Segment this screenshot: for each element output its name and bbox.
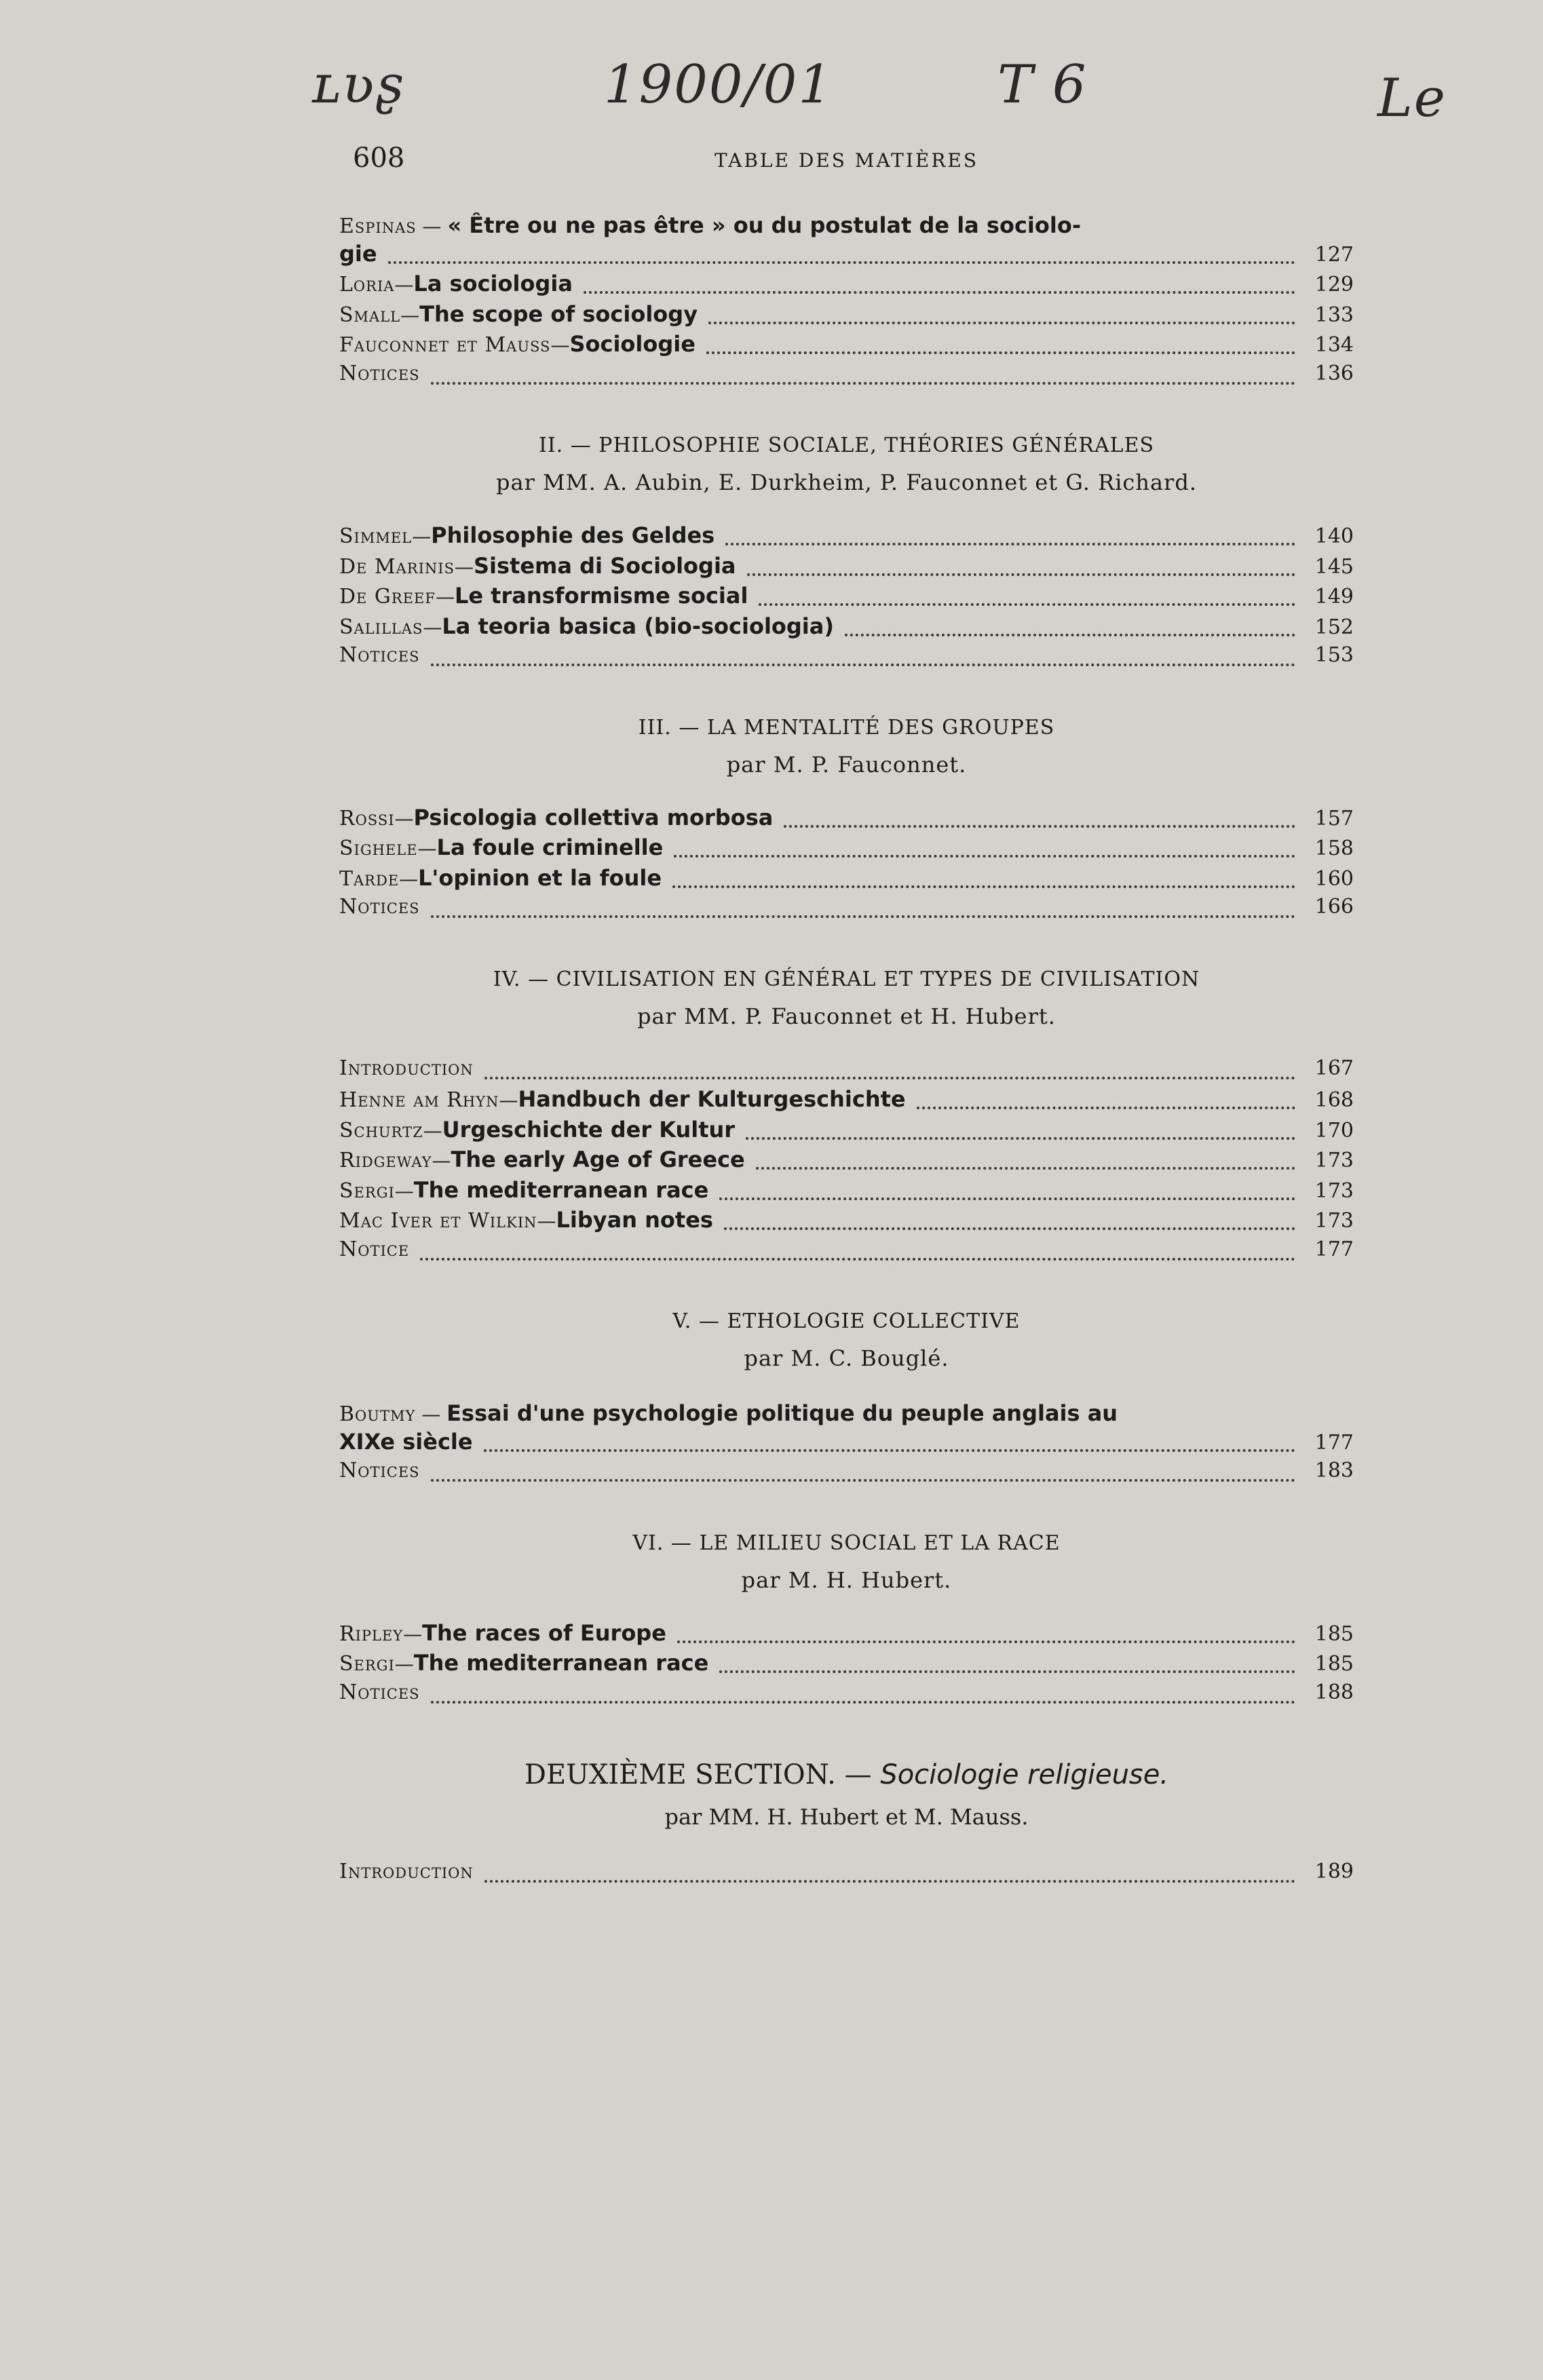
entry-title: Urgeschichte der Kultur xyxy=(442,1116,736,1143)
entry-page: 189 xyxy=(1314,1860,1354,1883)
section-heading: V. — ETHOLOGIE COLLECTIVE xyxy=(672,1309,1021,1333)
handwritten-note-4: Le xyxy=(1377,68,1447,129)
entry-author: Simmel xyxy=(339,524,413,548)
entry-page: 127 xyxy=(1314,242,1354,267)
entry-title: La sociologia xyxy=(413,271,573,296)
entry-author: Sergi xyxy=(339,1178,395,1203)
entry-page: 133 xyxy=(1314,303,1354,327)
entry-author: Notice xyxy=(339,1237,410,1261)
entry-page: 167 xyxy=(1314,1056,1354,1080)
toc-section xyxy=(339,434,1354,674)
entry-separator: — xyxy=(423,1119,442,1142)
entry-separator: — xyxy=(394,807,414,830)
entry-separator: — xyxy=(499,1089,518,1111)
entry-title: « Être ou ne pas être » ou du postulat de la sociolo- xyxy=(447,212,1082,238)
entry-page: 168 xyxy=(1314,1088,1354,1112)
entry-page: 173 xyxy=(1314,1178,1354,1203)
toc-entry xyxy=(339,522,1354,553)
toc-entry xyxy=(339,895,1354,925)
entry-title: Sistema di Sociologia xyxy=(473,552,736,579)
entry-separator: — xyxy=(423,615,442,638)
entry-author: Mac Iver et Wilkin xyxy=(339,1209,537,1233)
toc-entry xyxy=(339,1117,1354,1147)
entry-page: 183 xyxy=(1314,1459,1354,1482)
toc-entry xyxy=(339,1207,1354,1237)
entry-title: The scope of sociology xyxy=(419,301,698,327)
leader-dots xyxy=(747,573,1296,576)
entry-author: Small xyxy=(339,303,401,327)
toc-entry xyxy=(339,1681,1354,1711)
entry-page: 134 xyxy=(1314,333,1354,357)
entry-page: 166 xyxy=(1314,895,1354,919)
leader-dots xyxy=(431,1479,1295,1482)
leader-dots xyxy=(917,1107,1295,1109)
entry-author: Rossi xyxy=(339,806,395,830)
entry-author: Tarde xyxy=(339,866,400,891)
entry-page: 185 xyxy=(1314,1621,1354,1646)
toc-entry xyxy=(339,362,1354,392)
entry-author: Introduction xyxy=(339,1056,474,1080)
toc-section xyxy=(339,1531,1354,1711)
entry-separator: — xyxy=(415,1403,447,1425)
entry-title: Libyan notes xyxy=(556,1207,713,1233)
entry-separator: — xyxy=(537,1210,556,1232)
entry-title: The mediterranean race xyxy=(413,1176,709,1203)
section-heading: VI. — LE MILIEU SOCIAL ET LA RACE xyxy=(632,1531,1061,1555)
toc-entry xyxy=(339,613,1354,644)
entry-separator: — xyxy=(394,1179,414,1202)
toc-entry-line xyxy=(339,241,1354,271)
entry-title: Handbuch der Kulturgeschichte xyxy=(518,1086,906,1112)
toc-entry xyxy=(339,1620,1354,1651)
leader-dots xyxy=(746,1137,1295,1140)
page-number: 608 xyxy=(353,142,405,174)
entry-page: 140 xyxy=(1314,524,1354,548)
toc-entry xyxy=(339,1056,1354,1087)
leader-dots xyxy=(724,1227,1295,1230)
toc-entry xyxy=(339,271,1354,301)
leader-dots xyxy=(677,1640,1295,1643)
entry-author: De Greef xyxy=(339,585,436,609)
handwritten-note-3: T 6 xyxy=(997,54,1088,115)
toc-entry xyxy=(339,1860,1354,1890)
entry-title-continued: XIXe siècle xyxy=(339,1428,473,1455)
entry-title-continued: gie xyxy=(339,240,377,267)
toc-entry xyxy=(339,1086,1354,1117)
toc-entry xyxy=(339,1237,1354,1268)
entry-author: Boutmy xyxy=(339,1402,416,1426)
handwritten-note-2: 1900/01 xyxy=(604,54,834,115)
section-authors: par M. P. Fauconnet. xyxy=(726,751,967,778)
entry-separator: — xyxy=(454,555,474,578)
entry-page: 160 xyxy=(1314,866,1354,891)
entry-page: 158 xyxy=(1314,837,1354,860)
leader-dots xyxy=(784,825,1295,828)
entry-title: The early Age of Greece xyxy=(451,1147,745,1172)
leader-dots xyxy=(388,261,1295,264)
entry-separator: — xyxy=(394,1653,414,1675)
sections xyxy=(339,434,1354,1710)
entry-page: 152 xyxy=(1314,615,1354,639)
leader-dots xyxy=(431,915,1295,918)
entry-title: The mediterranean race xyxy=(413,1650,709,1676)
entry-page: 177 xyxy=(1314,1237,1354,1261)
deuxieme-section-authors: par MM. H. Hubert et M. Mauss. xyxy=(664,1804,1029,1830)
entry-separator: — xyxy=(400,303,420,326)
running-title: TABLE DES MATIÈRES xyxy=(714,149,979,172)
entry-author: Schurtz xyxy=(339,1118,423,1143)
entry-author: Fauconnet et Mauss xyxy=(339,333,551,357)
entry-title: La teoria basica (bio-sociologia) xyxy=(442,613,834,639)
leader-dots xyxy=(725,543,1295,545)
entry-title: Sociologie xyxy=(569,331,696,357)
leader-dots xyxy=(674,855,1295,858)
document-page xyxy=(339,142,1354,1890)
entry-author: Ridgeway xyxy=(339,1149,432,1172)
section-entries xyxy=(339,805,1354,925)
leader-dots xyxy=(756,1167,1295,1170)
entry-author: Introduction xyxy=(339,1860,474,1883)
entry-title: La foule criminelle xyxy=(436,834,664,860)
section-heading: II. — PHILOSOPHIE SOCIALE, THÉORIES GÉNÉRALES xyxy=(538,434,1155,457)
leader-dots xyxy=(584,291,1295,294)
entry-title: Essai d'une psychologie politique du peuple anglais au xyxy=(446,1400,1118,1426)
toc-entry xyxy=(339,1147,1354,1177)
entry-separator: — xyxy=(399,867,419,890)
toc-section xyxy=(339,967,1354,1268)
entry-author: Salillas xyxy=(339,615,423,639)
entry-page: 153 xyxy=(1314,643,1354,667)
entry-author: Notices xyxy=(339,895,420,919)
leader-dots xyxy=(431,1701,1295,1704)
toc-entry xyxy=(339,301,1354,332)
entry-page: 173 xyxy=(1314,1209,1354,1233)
deuxieme-section-subtitle: Sociologie religieuse. xyxy=(880,1759,1169,1790)
leader-dots xyxy=(484,1449,1295,1452)
entry-separator: — xyxy=(403,1622,423,1645)
entry-page: 170 xyxy=(1314,1118,1354,1143)
toc-section xyxy=(339,1309,1354,1489)
deuxieme-section-heading xyxy=(339,1759,1354,1790)
section-entries xyxy=(339,1056,1354,1268)
entry-author: Notices xyxy=(339,1459,420,1482)
toc-entry xyxy=(339,1650,1354,1681)
toc-entry xyxy=(339,1398,1354,1459)
entry-separator: — xyxy=(417,837,437,860)
entry-page: 129 xyxy=(1314,273,1354,296)
entry-author: Espinas xyxy=(339,214,417,238)
leader-dots xyxy=(719,1670,1295,1673)
entry-page: 185 xyxy=(1314,1652,1354,1676)
section-entries xyxy=(339,1620,1354,1711)
leader-dots xyxy=(719,1197,1295,1200)
entry-page: 188 xyxy=(1314,1680,1354,1704)
entry-separator: — xyxy=(432,1149,451,1172)
section-heading: IV. — CIVILISATION EN GÉNÉRAL ET TYPES DE CIVILISATION xyxy=(493,967,1200,991)
section-authors: par MM. P. Fauconnet et H. Hubert. xyxy=(637,1003,1056,1029)
entry-title: Le transformisme social xyxy=(454,583,748,609)
leader-dots xyxy=(484,1077,1295,1079)
toc-entry xyxy=(339,1177,1354,1208)
section-authors: par M. H. Hubert. xyxy=(741,1567,952,1593)
entry-author: Loria xyxy=(339,273,395,296)
section-heading: III. — LA MENTALITÉ DES GROUPES xyxy=(638,715,1055,740)
toc-entry xyxy=(339,805,1354,835)
entry-separator: — xyxy=(435,586,455,608)
leader-dots xyxy=(759,603,1295,606)
entry-separator: — xyxy=(412,525,432,548)
entry-page: 149 xyxy=(1314,585,1354,609)
entry-page: 177 xyxy=(1314,1430,1354,1455)
entry-page: 173 xyxy=(1314,1149,1354,1172)
entry-author: Sergi xyxy=(339,1652,395,1676)
leader-dots xyxy=(420,1258,1295,1261)
entry-author: Henne am Rhyn xyxy=(339,1088,499,1112)
section-entries xyxy=(339,1398,1354,1489)
entry-title: The races of Europe xyxy=(422,1619,666,1646)
entry-separator: — xyxy=(550,334,570,356)
toc-entry xyxy=(339,210,1354,271)
section-entries xyxy=(339,522,1354,674)
toc-entry xyxy=(339,331,1354,362)
section-authors: par MM. A. Aubin, E. Durkheim, P. Fauconnet et G. Richard. xyxy=(496,469,1197,495)
entry-separator: — xyxy=(394,273,414,296)
toc-entry xyxy=(339,553,1354,583)
leader-dots xyxy=(708,322,1295,324)
toc-entry-line xyxy=(339,1398,1354,1429)
page-header xyxy=(339,142,1354,183)
toc-entry xyxy=(339,583,1354,613)
leader-dots xyxy=(431,382,1295,385)
deuxieme-section-label: DEUXIÈME SECTION. — xyxy=(524,1759,881,1790)
toc-entry xyxy=(339,865,1354,896)
entry-title: L'opinion et la foule xyxy=(418,864,662,891)
intro-entries xyxy=(339,210,1354,391)
leader-dots xyxy=(845,634,1295,636)
toc-entry xyxy=(339,1459,1354,1489)
entry-author: Notices xyxy=(339,1680,420,1704)
entry-author: Notices xyxy=(339,361,420,385)
entry-author: De Marinis xyxy=(339,554,455,579)
entry-page: 157 xyxy=(1314,806,1354,830)
entry-page: 136 xyxy=(1314,361,1354,385)
toc-entry xyxy=(339,834,1354,865)
toc-entry-line xyxy=(339,1429,1354,1459)
entry-title: Psicologia collettiva morbosa xyxy=(413,804,774,830)
toc-entry xyxy=(339,643,1354,674)
toc-section xyxy=(339,716,1354,925)
leader-dots xyxy=(431,664,1295,666)
leader-dots xyxy=(484,1880,1295,1883)
entry-author: Notices xyxy=(339,643,420,667)
entry-page: 145 xyxy=(1314,554,1354,579)
section-authors: par M. C. Bouglé. xyxy=(744,1345,949,1371)
toc-entry-line xyxy=(339,210,1354,241)
leader-dots xyxy=(672,885,1295,888)
entry-author: Sighele xyxy=(339,837,418,860)
handwritten-note-1: ʟʋʂ xyxy=(312,54,404,115)
entry-separator: — xyxy=(416,215,448,237)
entry-author: Ripley xyxy=(339,1621,404,1646)
deuxieme-entries xyxy=(339,1860,1354,1890)
leader-dots xyxy=(706,351,1295,354)
entry-title: Philosophie des Geldes xyxy=(431,522,715,548)
